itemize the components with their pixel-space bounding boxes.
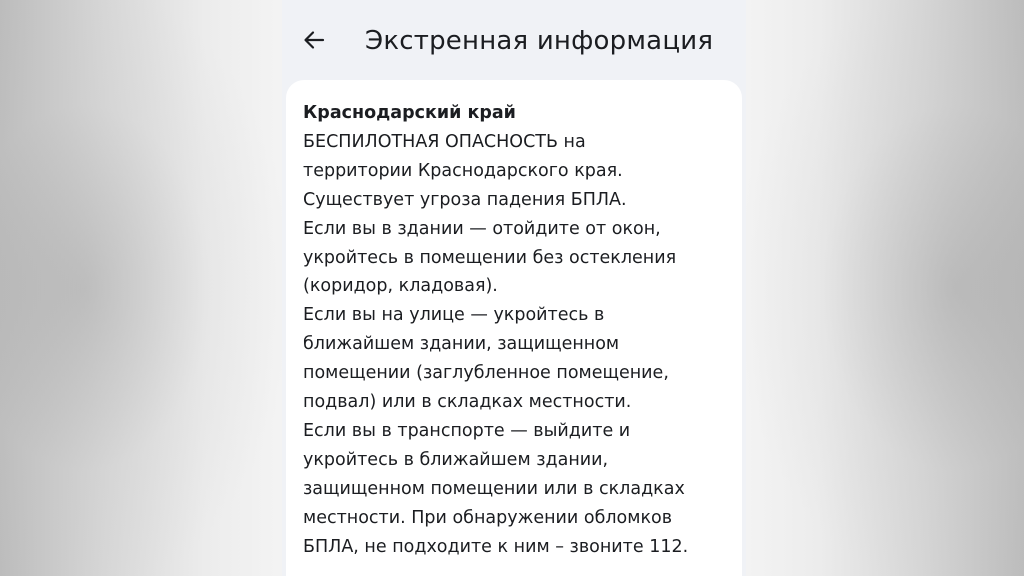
- alert-text-line: Если вы на улице — укройтесь в: [303, 305, 605, 326]
- alert-text-line: местности. При обнаружении обломков: [303, 507, 673, 528]
- background-blur-left: [0, 0, 282, 576]
- alert-text-line: Существует угроза падения БПЛА.: [303, 189, 627, 210]
- back-button[interactable]: [296, 22, 332, 58]
- alert-body: [303, 99, 733, 562]
- alert-text-line: защищенном помещении или в складках: [303, 478, 685, 499]
- alert-text-line: ближайшем здании, защищенном: [303, 334, 620, 355]
- alert-text-line: укройтесь в ближайшем здании,: [303, 449, 609, 470]
- alert-text-line: укройтесь в помещении без остекления: [303, 247, 677, 268]
- phone-screen: [282, 0, 746, 576]
- page-title: Экстренная информация: [365, 26, 714, 56]
- alert-region: Краснодарский край: [303, 103, 516, 123]
- alert-text-line: Если вы в здании — отойдите от окон,: [303, 218, 661, 239]
- alert-card: [286, 80, 742, 576]
- alert-text-line: подвал) или в складках местности.: [303, 392, 632, 413]
- app-header: [282, 0, 746, 80]
- alert-text-line: БПЛА, не подходите к ним – звоните 112.: [303, 536, 689, 557]
- alert-text-line: помещении (заглубленное помещение,: [303, 363, 669, 384]
- alert-text-line: территории Краснодарского края.: [303, 160, 623, 181]
- alert-text-line: (коридор, кладовая).: [303, 276, 498, 297]
- alert-text-line: Если вы в транспорте — выйдите и: [303, 420, 631, 441]
- alert-text-line: БЕСПИЛОТНАЯ ОПАСНОСТЬ на: [303, 131, 586, 152]
- arrow-left-icon: [303, 29, 325, 51]
- background-blur-right: [746, 0, 1024, 576]
